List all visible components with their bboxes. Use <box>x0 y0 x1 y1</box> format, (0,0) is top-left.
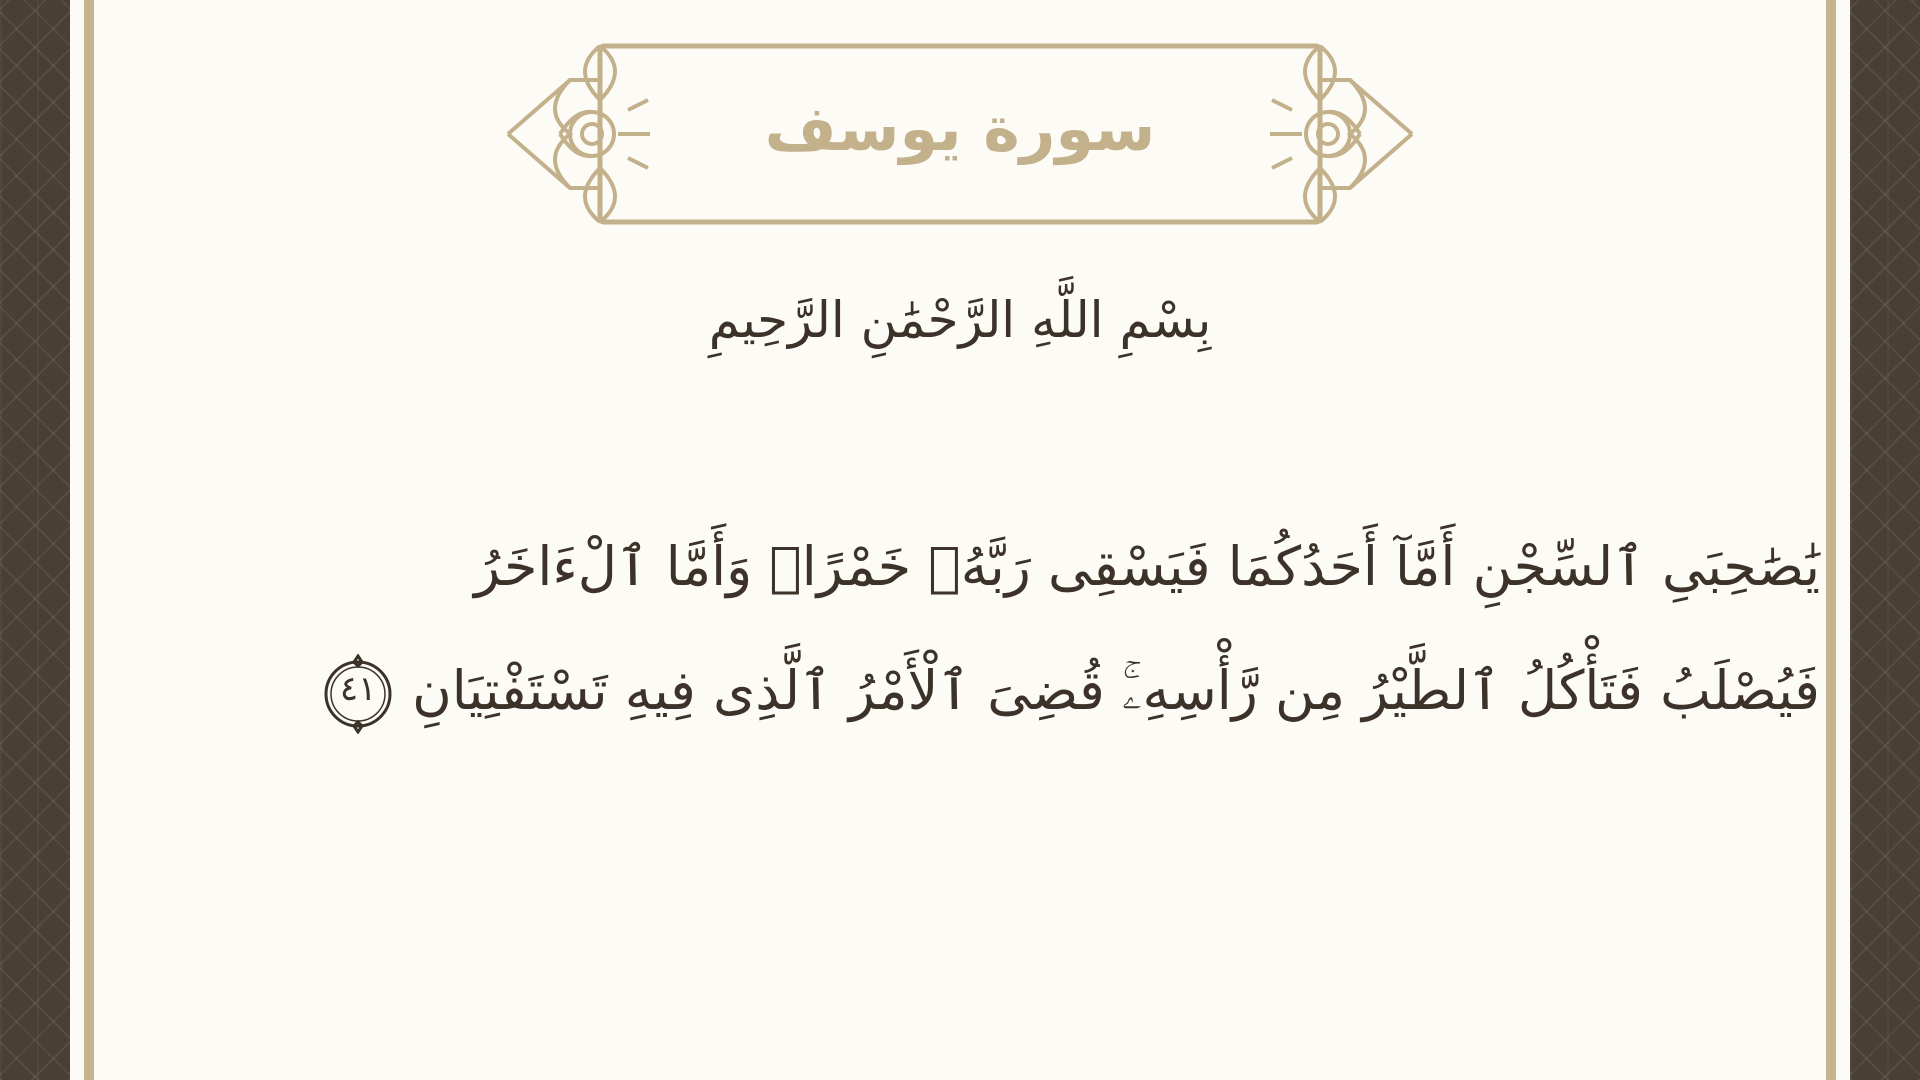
ayah-number-marker <box>318 654 398 734</box>
surah-title-frame <box>500 40 1420 230</box>
verse-line-2 <box>130 629 1820 753</box>
quran-page <box>70 0 1850 1080</box>
ayah-number: ٤١ <box>339 669 377 710</box>
left-decorative-border <box>0 0 70 1080</box>
verse-line-1: يَٰصَٰحِبَىِ ٱلسِّجْنِ أَمَّآ أَحَدُكُمَا فَيَسْقِى رَبَّهُۥ خَمْرًاۖ وَأَمَّا ٱلْءَاخَرُ <box>474 535 1820 598</box>
right-gold-border-line <box>1826 0 1836 1080</box>
verse-text <box>130 505 1820 753</box>
basmala: بِسْمِ اللَّهِ الرَّحْمَٰنِ الرَّحِيمِ <box>708 291 1212 349</box>
surah-title: سورة يوسف <box>764 92 1156 165</box>
right-decorative-border <box>1850 0 1920 1080</box>
left-gold-border-line <box>84 0 94 1080</box>
verse-line-2-text: فَيُصْلَبُ فَتَأْكُلُ ٱلطَّيْرُ مِن رَّأْسِهِۦۚ قُضِىَ ٱلْأَمْرُ ٱلَّذِى فِيهِ تَسْتَفْتِيَانِ <box>412 659 1820 722</box>
